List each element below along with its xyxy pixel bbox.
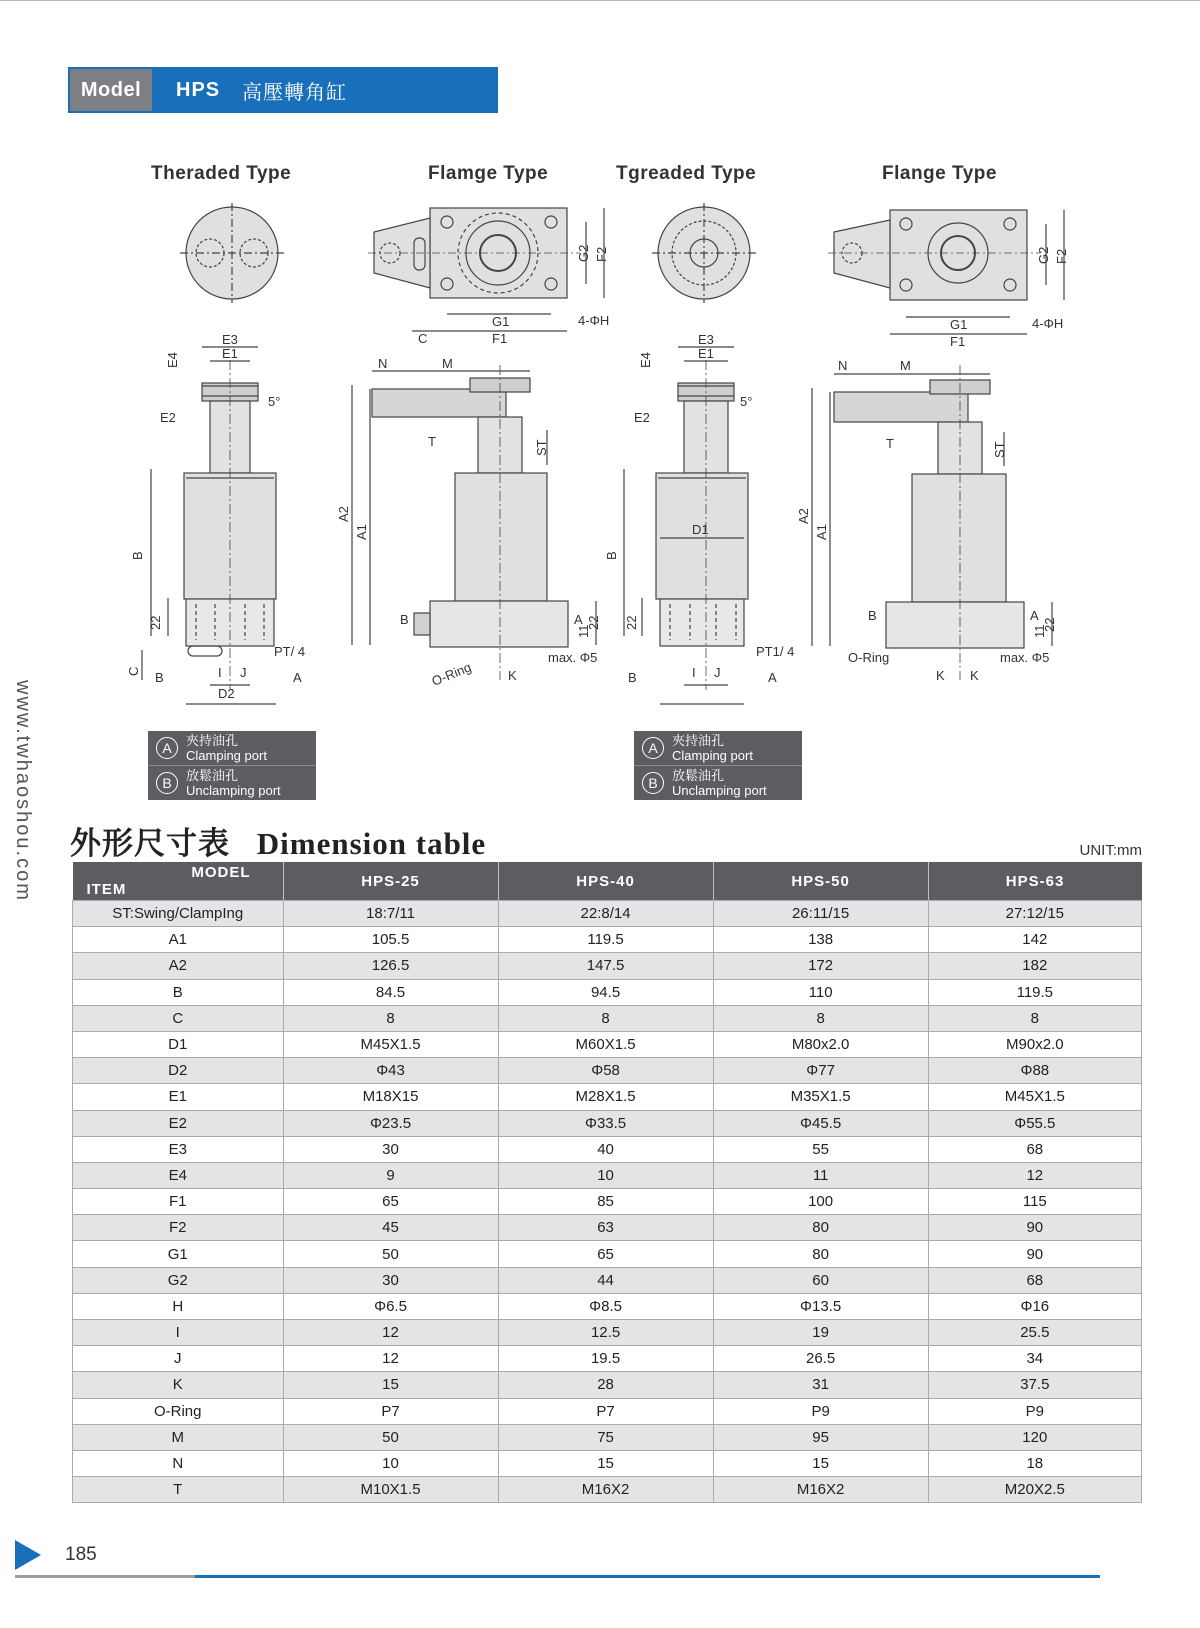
table-cell: 60	[713, 1267, 928, 1293]
table-cell: 65	[498, 1241, 713, 1267]
legend-clamping-en: Clamping port	[672, 748, 753, 763]
label-a-port-3: A	[768, 670, 777, 685]
table-row	[73, 1005, 1142, 1031]
table-cell: 9	[283, 1162, 498, 1188]
table-cell: Φ16	[928, 1293, 1141, 1319]
legend-unclamping-en: Unclamping port	[186, 783, 281, 798]
model-code: HPS	[176, 78, 221, 101]
table-cell: 37.5	[928, 1372, 1141, 1398]
label-h-2: 4-ΦH	[1032, 316, 1064, 331]
title-threaded-type-2: Tgreaded Type	[616, 163, 757, 184]
legend-unclamping-cn: 放鬆油孔	[186, 768, 239, 783]
label-e1-1: E1	[222, 346, 238, 361]
table-row	[73, 953, 1142, 979]
table-row	[73, 1320, 1142, 1346]
label-pt-1: PT/ 4	[274, 644, 306, 659]
label-11-1: 11	[576, 624, 591, 638]
table-row	[73, 1450, 1142, 1476]
table-cell: 30	[283, 1136, 498, 1162]
label-k-3: K	[970, 668, 979, 683]
table-cell: 90	[928, 1241, 1141, 1267]
label-pt-2: PT1/ 4	[756, 644, 795, 659]
table-cell: Φ43	[283, 1058, 498, 1084]
table-cell: 11	[713, 1162, 928, 1188]
label-i-1: I	[218, 665, 222, 680]
label-e3-1: E3	[222, 332, 238, 347]
row-item-label: B	[73, 979, 284, 1005]
table-cell: 15	[283, 1372, 498, 1398]
table-row	[73, 1189, 1142, 1215]
label-e1-2: E1	[698, 346, 714, 361]
label-f2-2: F2	[1054, 248, 1069, 264]
table-cell: 50	[283, 1241, 498, 1267]
legend-a-icon: A	[156, 737, 178, 759]
table-row	[73, 1162, 1142, 1188]
table-row	[73, 927, 1142, 953]
footer-line-blue	[195, 1575, 1100, 1578]
table-row	[73, 1372, 1142, 1398]
table-cell: 105.5	[283, 927, 498, 953]
label-k-1: K	[508, 668, 517, 683]
legend-row-clamping	[148, 731, 316, 766]
label-a-port-1: A	[293, 670, 302, 685]
table-row	[73, 1346, 1142, 1372]
label-e3-2: E3	[698, 332, 714, 347]
label-a-port-4: A	[1030, 608, 1039, 623]
label-m-2: M	[900, 358, 911, 373]
drawing-flange-2	[812, 210, 1064, 680]
page-number: 185	[65, 1544, 97, 1565]
unit-label: UNIT:mm	[1079, 842, 1142, 859]
port-legend-2	[634, 731, 802, 800]
table-cell: 8	[283, 1005, 498, 1031]
table-row	[73, 1398, 1142, 1424]
table-cell: 12	[928, 1162, 1141, 1188]
table-row	[73, 901, 1142, 927]
label-b-port-4: B	[868, 608, 877, 623]
table-cell: 119.5	[498, 927, 713, 953]
label-deg-1: 5°	[268, 394, 281, 409]
table-cell: M20X2.5	[928, 1477, 1141, 1503]
table-row	[73, 1424, 1142, 1450]
drawing-threaded-1	[142, 203, 284, 704]
row-item-label: A1	[73, 927, 284, 953]
label-a2-1: A2	[336, 506, 351, 522]
table-cell: 30	[283, 1267, 498, 1293]
table-cell: M60X1.5	[498, 1031, 713, 1057]
legend-row-clamping	[634, 731, 802, 766]
label-22-4: 22	[1042, 617, 1057, 632]
table-cell: 65	[283, 1189, 498, 1215]
table-cell: M45X1.5	[928, 1084, 1141, 1110]
legend-b-icon: B	[642, 772, 664, 794]
row-item-label: ST:Swing/ClampIng	[73, 901, 284, 927]
table-cell: 8	[713, 1005, 928, 1031]
dimension-table-title	[70, 818, 486, 863]
table-cell: M10X1.5	[283, 1477, 498, 1503]
label-22-2: 22	[586, 615, 601, 630]
title-flange-type-1: Flamge Type	[428, 163, 549, 184]
row-item-label: N	[73, 1450, 284, 1476]
table-row	[73, 1477, 1142, 1503]
table-row	[73, 1031, 1142, 1057]
port-legend-1	[148, 731, 316, 800]
table-cell: 40	[498, 1136, 713, 1162]
table-cell: 55	[713, 1136, 928, 1162]
table-cell: 26.5	[713, 1346, 928, 1372]
legend-clamping-cn: 夾持油孔	[186, 733, 239, 748]
table-cell: 68	[928, 1136, 1141, 1162]
table-cell: P9	[713, 1398, 928, 1424]
label-a-port-2: A	[574, 612, 583, 627]
legend-a-icon: A	[642, 737, 664, 759]
table-cell: 147.5	[498, 953, 713, 979]
table-cell: 110	[713, 979, 928, 1005]
label-e4-2: E4	[638, 352, 653, 368]
label-t-1: T	[428, 434, 436, 449]
row-item-label: J	[73, 1346, 284, 1372]
table-cell: P7	[283, 1398, 498, 1424]
table-cell: 22:8/14	[498, 901, 713, 927]
table-cell: 34	[928, 1346, 1141, 1372]
table-cell: Φ58	[498, 1058, 713, 1084]
column-header-hps-63: HPS-63	[928, 862, 1141, 901]
table-cell: Φ8.5	[498, 1293, 713, 1319]
table-cell: 31	[713, 1372, 928, 1398]
drawing-flange-1	[352, 208, 604, 680]
label-t-2: T	[886, 436, 894, 451]
page-arrow-icon	[15, 1540, 41, 1570]
table-cell: 15	[498, 1450, 713, 1476]
table-cell: M16X2	[498, 1477, 713, 1503]
table-cell: 120	[928, 1424, 1141, 1450]
table-row	[73, 1136, 1142, 1162]
table-row	[73, 1058, 1142, 1084]
label-22-1: 22	[148, 615, 163, 630]
table-cell: Φ88	[928, 1058, 1141, 1084]
table-cell: 44	[498, 1267, 713, 1293]
row-item-label: E3	[73, 1136, 284, 1162]
legend-unclamping-en: Unclamping port	[672, 783, 767, 798]
table-cell: M45X1.5	[283, 1031, 498, 1057]
row-item-label: A2	[73, 953, 284, 979]
table-cell: 95	[713, 1424, 928, 1450]
row-item-label: G2	[73, 1267, 284, 1293]
table-cell: M18X15	[283, 1084, 498, 1110]
table-cell: 28	[498, 1372, 713, 1398]
row-item-label: E1	[73, 1084, 284, 1110]
label-a1-1: A1	[354, 524, 369, 540]
label-deg-2: 5°	[740, 394, 753, 409]
table-cell: 12	[283, 1320, 498, 1346]
legend-clamping-en: Clamping port	[186, 748, 267, 763]
table-cell: 172	[713, 953, 928, 979]
label-g1-1: G1	[492, 314, 510, 329]
table-cell: M16X2	[713, 1477, 928, 1503]
table-row	[73, 1267, 1142, 1293]
row-item-label: D2	[73, 1058, 284, 1084]
label-f1-2: F1	[950, 334, 966, 349]
label-f1-1: F1	[492, 331, 508, 346]
table-row	[73, 1110, 1142, 1136]
row-item-label: E2	[73, 1110, 284, 1136]
label-st-2: ST	[992, 441, 1007, 458]
table-cell: M90x2.0	[928, 1031, 1141, 1057]
label-11-2: 11	[1032, 624, 1047, 638]
dimension-title-en: Dimension table	[256, 826, 487, 861]
row-item-label: G1	[73, 1241, 284, 1267]
table-cell: 75	[498, 1424, 713, 1450]
table-cell: 63	[498, 1215, 713, 1241]
row-item-label: T	[73, 1477, 284, 1503]
legend-clamping-cn: 夾持油孔	[672, 733, 725, 748]
table-cell: 8	[498, 1005, 713, 1031]
table-cell: 182	[928, 953, 1141, 979]
table-cell: 10	[283, 1450, 498, 1476]
label-d1-1: D1	[692, 522, 709, 537]
table-cell: 15	[713, 1450, 928, 1476]
table-row	[73, 979, 1142, 1005]
table-cell: 85	[498, 1189, 713, 1215]
table-cell: 12.5	[498, 1320, 713, 1346]
table-cell: 84.5	[283, 979, 498, 1005]
legend-row-unclamping	[148, 766, 316, 800]
table-cell: P9	[928, 1398, 1141, 1424]
legend-unclamping-cn: 放鬆油孔	[672, 768, 725, 783]
label-max-2: max. Φ5	[1000, 650, 1050, 665]
legend-b-icon: B	[156, 772, 178, 794]
column-header-hps-40: HPS-40	[498, 862, 713, 901]
side-website-url: www.twhaoshou.com	[12, 680, 34, 902]
table-cell: 119.5	[928, 979, 1141, 1005]
label-d2-1: D2	[218, 686, 235, 701]
table-cell: Φ77	[713, 1058, 928, 1084]
table-cell: 68	[928, 1267, 1141, 1293]
table-cell: 26:11/15	[713, 901, 928, 927]
table-cell: 90	[928, 1215, 1141, 1241]
table-cell: 45	[283, 1215, 498, 1241]
table-corner-cell	[73, 862, 284, 901]
table-cell: 27:12/15	[928, 901, 1141, 927]
table-cell: P7	[498, 1398, 713, 1424]
label-st-1: ST	[534, 439, 549, 456]
table-body	[73, 901, 1142, 1503]
label-b-port-1: B	[155, 670, 164, 685]
table-cell: 100	[713, 1189, 928, 1215]
label-oring-2: O-Ring	[848, 650, 890, 665]
table-row	[73, 1293, 1142, 1319]
table-cell: 115	[928, 1189, 1141, 1215]
label-j-2: J	[714, 665, 721, 680]
row-item-label: C	[73, 1005, 284, 1031]
label-h-1: 4-ΦH	[578, 313, 610, 328]
row-item-label: O-Ring	[73, 1398, 284, 1424]
table-cell: 126.5	[283, 953, 498, 979]
table-cell: Φ55.5	[928, 1110, 1141, 1136]
title-threaded-type-1: Theraded Type	[151, 163, 292, 184]
column-header-hps-50: HPS-50	[713, 862, 928, 901]
table-cell: 94.5	[498, 979, 713, 1005]
table-cell: 50	[283, 1424, 498, 1450]
label-b-2: B	[604, 551, 619, 560]
label-22-3: 22	[624, 615, 639, 630]
dimension-table	[72, 862, 1142, 1503]
table-cell: M28X1.5	[498, 1084, 713, 1110]
label-f2-1: F2	[594, 246, 609, 262]
title-flange-type-2: Flange Type	[882, 163, 997, 184]
table-cell: 8	[928, 1005, 1141, 1031]
label-a2-2: A2	[796, 508, 811, 524]
label-b-1: B	[130, 551, 145, 560]
label-m-1: M	[442, 356, 453, 371]
table-cell: 19.5	[498, 1346, 713, 1372]
label-c-1: C	[418, 331, 428, 346]
model-tag: Model	[70, 69, 152, 111]
table-cell: 138	[713, 927, 928, 953]
table-cell: 80	[713, 1241, 928, 1267]
table-header-row	[73, 862, 1142, 901]
table-cell: 18:7/11	[283, 901, 498, 927]
row-item-label: M	[73, 1424, 284, 1450]
label-b-port-2: B	[400, 612, 409, 627]
table-cell: 18	[928, 1450, 1141, 1476]
label-g2-1: G2	[576, 244, 591, 262]
label-e4-1: E4	[165, 352, 180, 368]
label-g2-2: G2	[1036, 246, 1051, 264]
label-oring-1: O-Ring	[429, 659, 474, 689]
label-n-1: N	[378, 356, 388, 371]
label-n-2: N	[838, 358, 848, 373]
row-item-label: F2	[73, 1215, 284, 1241]
label-j-1: J	[240, 665, 247, 680]
row-item-label: E4	[73, 1162, 284, 1188]
label-i-2: I	[692, 665, 696, 680]
column-header-hps-25: HPS-25	[283, 862, 498, 901]
row-item-label: I	[73, 1320, 284, 1346]
label-e2-1: E2	[160, 410, 176, 425]
table-row	[73, 1241, 1142, 1267]
footer-line-gray	[15, 1575, 195, 1578]
corner-model-label: MODEL	[191, 864, 251, 881]
label-c-2: C	[126, 666, 141, 676]
row-item-label: D1	[73, 1031, 284, 1057]
table-cell: 10	[498, 1162, 713, 1188]
label-e2-2: E2	[634, 410, 650, 425]
table-cell: 19	[713, 1320, 928, 1346]
dimension-title-cn: 外形尺寸表	[70, 826, 230, 861]
table-cell: 142	[928, 927, 1141, 953]
table-cell: M35X1.5	[713, 1084, 928, 1110]
table-row	[73, 1215, 1142, 1241]
label-a1-2: A1	[814, 524, 829, 540]
legend-row-unclamping	[634, 766, 802, 800]
table-cell: 80	[713, 1215, 928, 1241]
table-cell: Φ23.5	[283, 1110, 498, 1136]
drawing-threaded-2	[624, 203, 756, 704]
table-row	[73, 1084, 1142, 1110]
row-item-label: F1	[73, 1189, 284, 1215]
row-item-label: H	[73, 1293, 284, 1319]
row-item-label: K	[73, 1372, 284, 1398]
label-g1-2: G1	[950, 317, 968, 332]
table-cell: 25.5	[928, 1320, 1141, 1346]
table-cell: M80x2.0	[713, 1031, 928, 1057]
table-cell: 12	[283, 1346, 498, 1372]
corner-item-label: ITEM	[86, 881, 127, 898]
label-max-1: max. Φ5	[548, 650, 598, 665]
label-b-port-3: B	[628, 670, 637, 685]
table-cell: Φ33.5	[498, 1110, 713, 1136]
label-k-2: K	[936, 668, 945, 683]
table-cell: Φ13.5	[713, 1293, 928, 1319]
table-cell: Φ6.5	[283, 1293, 498, 1319]
table-cell: Φ45.5	[713, 1110, 928, 1136]
model-name: 高壓轉角缸	[242, 81, 348, 104]
